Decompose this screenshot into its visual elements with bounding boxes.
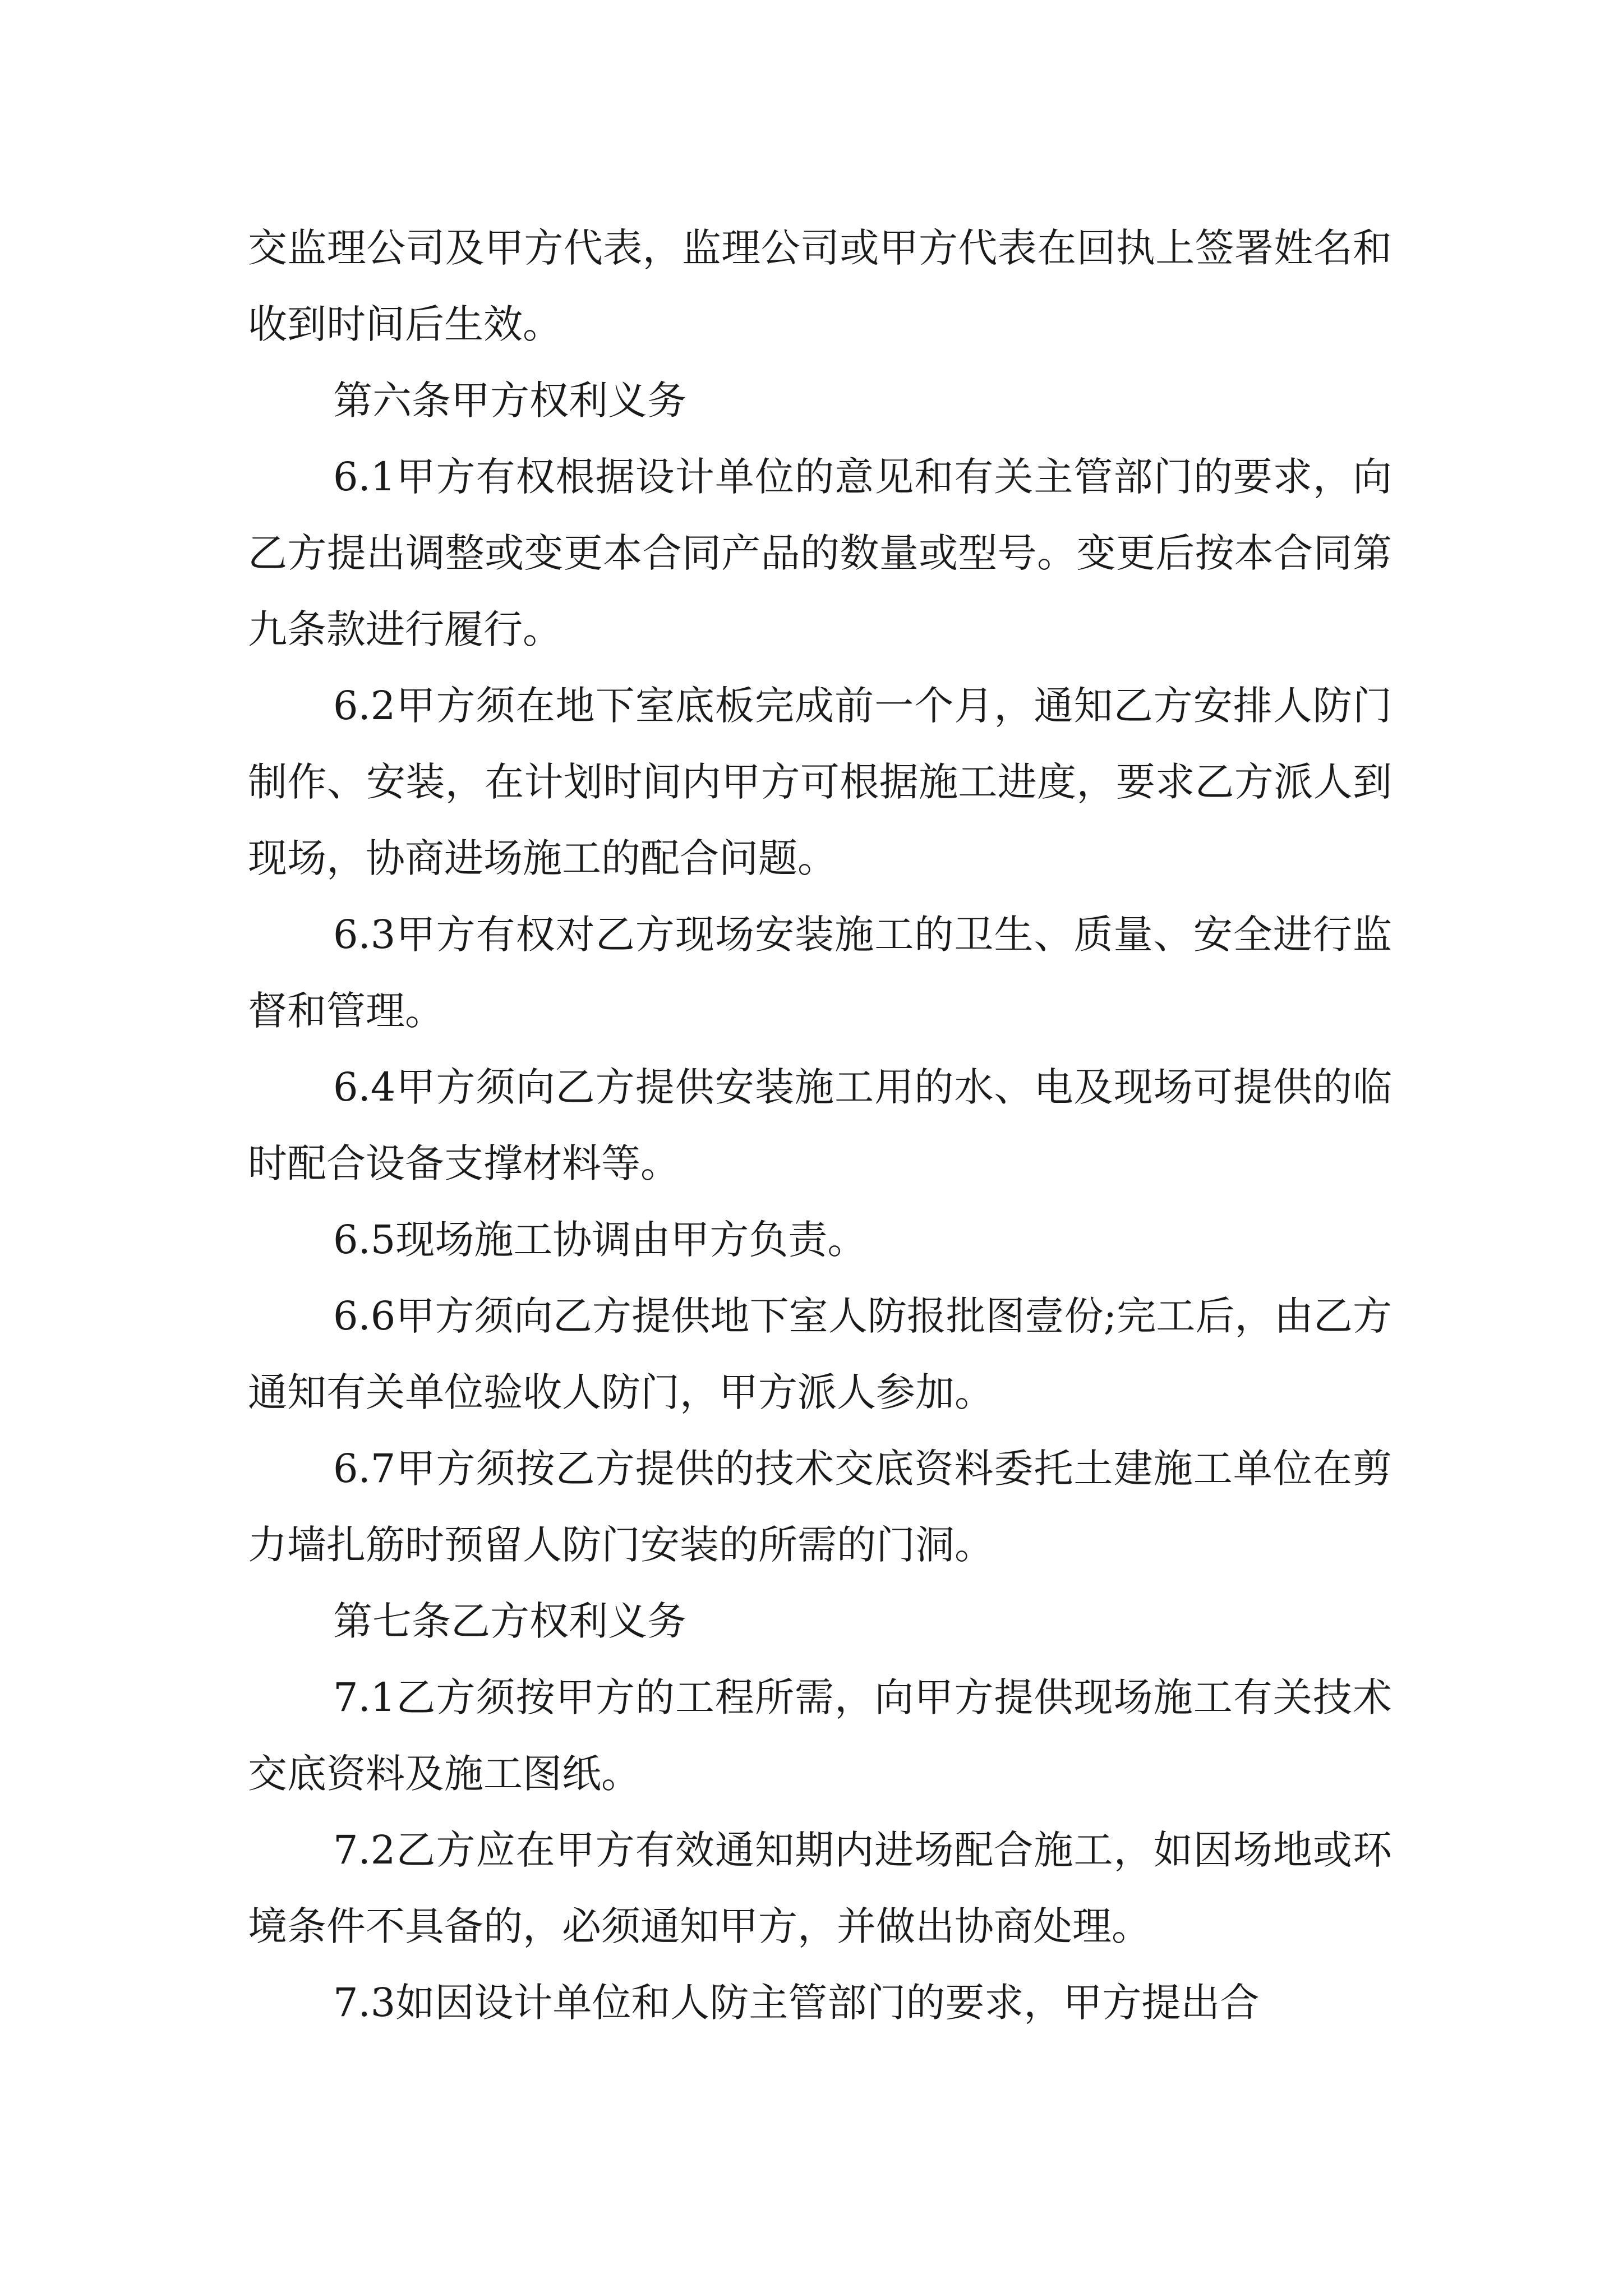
paragraph-continuation: 交监理公司及甲方代表，监理公司或甲方代表在回执上签署姓名和收到时间后生效。 (248, 225, 1392, 347)
section-heading-article-6: 第六条甲方权利义务 (333, 378, 686, 424)
clause-6-6: 6.6甲方须向乙方提供地下室人防报批图壹份;完工后，由乙方通知有关单位验收人防门，甲方派人参加。 (248, 1293, 1392, 1415)
clause-6-3: 6.3甲方有权对乙方现场安装施工的卫生、质量、安全进行监督和管理。 (248, 912, 1392, 1034)
clause-6-1: 6.1甲方有权根据设计单位的意见和有关主管部门的要求，向乙方提出调整或变更本合同产品的数量或型号。变更后按本合同第九条款进行履行。 (248, 454, 1392, 652)
clause-7-2: 7.2乙方应在甲方有效通知期内进场配合施工，如因场地或环境条件不具备的，必须通知甲方，并做出协商处理。 (248, 1827, 1392, 1949)
clause-7-1: 7.1乙方须按甲方的工程所需，向甲方提供现场施工有关技术交底资料及施工图纸。 (248, 1674, 1392, 1797)
clause-6-2: 6.2甲方须在地下室底板完成前一个月，通知乙方安排人防门制作、安装，在计划时间内甲方可根据施工进度，要求乙方派人到现场，协商进场施工的配合问题。 (248, 683, 1392, 881)
clause-7-3: 7.3如因设计单位和人防主管部门的要求，甲方提出合 (333, 1980, 1260, 2026)
section-heading-article-7: 第七条乙方权利义务 (333, 1598, 686, 1644)
clause-6-5: 6.5现场施工协调由甲方负责。 (333, 1217, 867, 1263)
document-body (248, 210, 1392, 2041)
clause-6-7: 6.7甲方须按乙方提供的技术交底资料委托土建施工单位在剪力墙扎筋时预留人防门安装的所需的门洞。 (248, 1446, 1392, 1568)
clause-6-4: 6.4甲方须向乙方提供安装施工用的水、电及现场可提供的临时配合设备支撑材料等。 (248, 1064, 1392, 1186)
